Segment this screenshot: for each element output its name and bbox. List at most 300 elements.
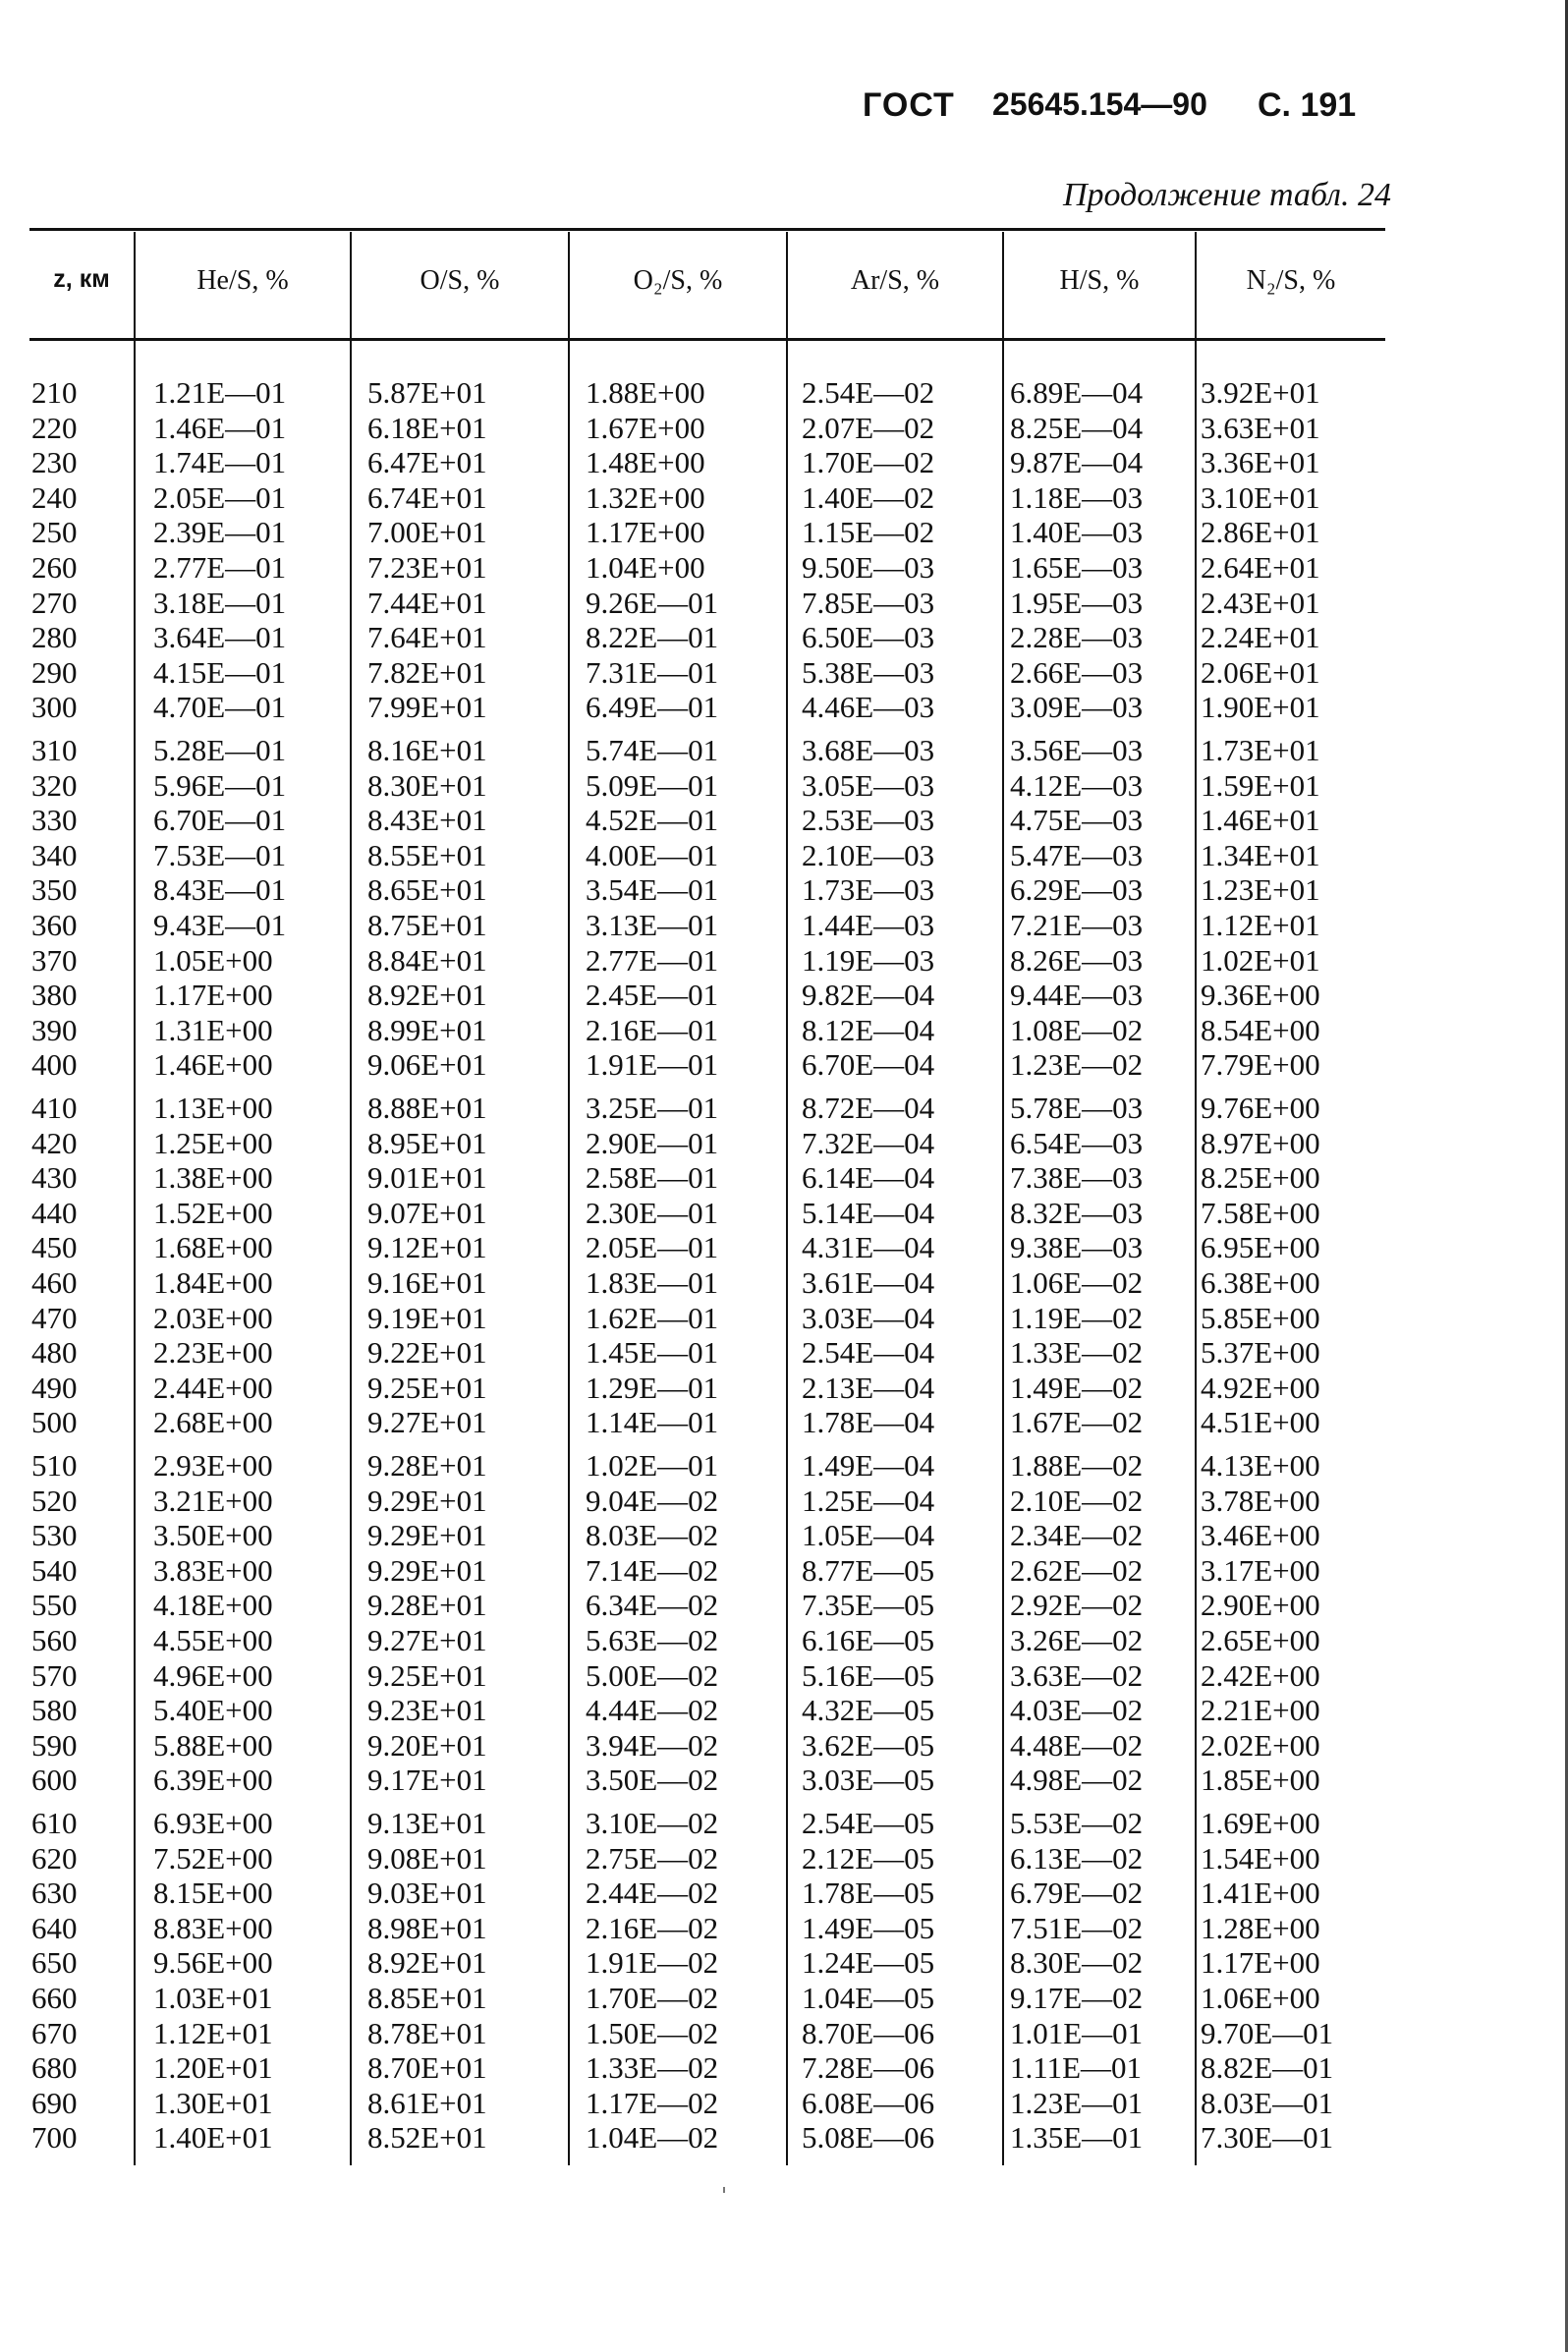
altitude-cell: 440 — [31, 1195, 78, 1230]
value-cell: 8.26E—03 — [1010, 942, 1144, 978]
table-row — [0, 1448, 1568, 1484]
value-cell: 9.04E—02 — [586, 1483, 719, 1518]
value-cell: 2.05E—01 — [153, 479, 287, 515]
value-cell: 3.50E+00 — [153, 1518, 273, 1553]
table-row — [0, 1230, 1568, 1265]
value-cell: 6.54E—03 — [1010, 1125, 1144, 1160]
value-cell: 3.62E—05 — [802, 1727, 935, 1763]
value-cell: 3.25E—01 — [586, 1091, 719, 1125]
value-cell: 3.54E—01 — [586, 872, 719, 908]
value-cell: 5.14E—04 — [802, 1195, 935, 1230]
column-header-o: O/S, % — [420, 265, 500, 296]
table-row — [0, 1013, 1568, 1048]
value-cell: 8.75E+01 — [367, 908, 487, 942]
value-cell: 1.70E—02 — [586, 1981, 719, 2015]
value-cell: 1.90E+01 — [1201, 690, 1320, 725]
value-cell: 1.83E—01 — [586, 1265, 719, 1300]
value-cell: 1.17E+00 — [153, 978, 273, 1013]
value-cell: 2.54E—02 — [802, 375, 935, 410]
value-cell: 8.16E+01 — [367, 733, 487, 767]
value-cell: 1.12E+01 — [153, 2015, 273, 2050]
table-row — [0, 1806, 1568, 1841]
page-header — [0, 86, 1568, 145]
value-cell: 9.25E+01 — [367, 1657, 487, 1693]
value-cell: 8.65E+01 — [367, 872, 487, 908]
value-cell: 1.23E+01 — [1201, 872, 1320, 908]
altitude-cell: 650 — [31, 1945, 78, 1981]
value-cell: 5.47E—03 — [1010, 837, 1144, 872]
value-cell: 3.63E+01 — [1201, 410, 1320, 445]
table-row — [0, 1693, 1568, 1728]
value-cell: 2.10E—03 — [802, 837, 935, 872]
value-cell: 9.12E+01 — [367, 1230, 487, 1265]
value-cell: 1.12E+01 — [1201, 908, 1320, 942]
value-cell: 1.46E+01 — [1201, 803, 1320, 838]
speck-mark — [723, 2187, 725, 2193]
value-cell: 8.97E+00 — [1201, 1125, 1320, 1160]
value-cell: 2.65E+00 — [1201, 1623, 1320, 1657]
value-cell: 1.25E—04 — [802, 1483, 935, 1518]
value-cell: 4.51E+00 — [1201, 1405, 1320, 1440]
value-cell: 1.04E—05 — [802, 1981, 935, 2015]
gost-label: ГОСТ — [863, 86, 955, 124]
value-cell: 8.15E+00 — [153, 1876, 273, 1911]
value-cell: 9.28E+01 — [367, 1448, 487, 1483]
value-cell: 2.64E+01 — [1201, 550, 1320, 585]
table-row — [0, 1047, 1568, 1083]
value-cell: 2.62E—02 — [1010, 1552, 1144, 1588]
value-cell: 1.04E+00 — [586, 550, 705, 585]
value-cell: 6.95E+00 — [1201, 1230, 1320, 1265]
altitude-cell: 330 — [31, 803, 78, 838]
column-header-he: He/S, % — [196, 265, 289, 296]
value-cell: 1.73E—03 — [802, 872, 935, 908]
value-cell: 1.02E—01 — [586, 1448, 719, 1483]
value-cell: 2.44E+00 — [153, 1370, 273, 1405]
value-cell: 7.32E—04 — [802, 1125, 935, 1160]
altitude-cell: 400 — [31, 1047, 78, 1083]
table-row — [0, 515, 1568, 550]
altitude-cell: 630 — [31, 1876, 78, 1911]
value-cell: 1.35E—01 — [1010, 2120, 1144, 2156]
value-cell: 7.14E—02 — [586, 1552, 719, 1588]
value-cell: 9.87E—04 — [1010, 445, 1144, 480]
value-cell: 8.92E+01 — [367, 978, 487, 1013]
value-cell: 2.21E+00 — [1201, 1693, 1320, 1728]
table-row — [0, 1728, 1568, 1764]
value-cell: 9.70E—01 — [1201, 2015, 1334, 2050]
value-cell: 9.03E+01 — [367, 1876, 487, 1911]
value-cell: 1.69E+00 — [1201, 1806, 1320, 1840]
value-cell: 5.87E+01 — [367, 375, 487, 410]
column-header-h: H/S, % — [1059, 265, 1140, 296]
table-row — [0, 2050, 1568, 2086]
value-cell: 1.40E—03 — [1010, 515, 1144, 550]
value-cell: 2.24E+01 — [1201, 620, 1320, 655]
value-cell: 2.02E+00 — [1201, 1727, 1320, 1763]
table-top-rule — [29, 228, 1385, 231]
altitude-cell: 320 — [31, 767, 78, 803]
table-row — [0, 978, 1568, 1013]
column-header-n2: N₂/S, % — [1246, 265, 1336, 296]
table-row — [0, 2016, 1568, 2051]
value-cell: 4.55E+00 — [153, 1623, 273, 1657]
value-cell: 2.77E—01 — [586, 942, 719, 978]
altitude-cell: 610 — [31, 1806, 78, 1840]
value-cell: 3.50E—02 — [586, 1763, 719, 1798]
value-cell: 7.64E+01 — [367, 620, 487, 655]
table-row — [0, 1623, 1568, 1658]
value-cell: 1.67E—02 — [1010, 1405, 1144, 1440]
value-cell: 7.00E+01 — [367, 515, 487, 550]
table-row — [0, 1301, 1568, 1336]
value-cell: 1.78E—05 — [802, 1876, 935, 1911]
value-cell: 3.78E+00 — [1201, 1483, 1320, 1518]
value-cell: 4.15E—01 — [153, 654, 287, 690]
altitude-cell: 560 — [31, 1623, 78, 1657]
value-cell: 4.18E+00 — [153, 1588, 273, 1623]
value-cell: 6.08E—06 — [802, 2085, 935, 2120]
value-cell: 5.09E—01 — [586, 767, 719, 803]
value-cell: 1.95E—03 — [1010, 585, 1144, 620]
value-cell: 2.44E—02 — [586, 1876, 719, 1911]
value-cell: 8.85E+01 — [367, 1981, 487, 2015]
table-row — [0, 1841, 1568, 1876]
value-cell: 1.19E—02 — [1010, 1300, 1144, 1335]
value-cell: 4.03E—02 — [1010, 1693, 1144, 1728]
value-cell: 6.70E—01 — [153, 803, 287, 838]
value-cell: 7.51E—02 — [1010, 1910, 1144, 1945]
value-cell: 1.19E—03 — [802, 942, 935, 978]
value-cell: 9.56E+00 — [153, 1945, 273, 1981]
table-row — [0, 943, 1568, 979]
value-cell: 6.79E—02 — [1010, 1876, 1144, 1911]
value-cell: 1.38E+00 — [153, 1160, 273, 1196]
value-cell: 2.30E—01 — [586, 1195, 719, 1230]
value-cell: 9.13E+01 — [367, 1806, 487, 1840]
table-row — [0, 1335, 1568, 1371]
value-cell: 6.89E—04 — [1010, 375, 1144, 410]
value-cell: 1.65E—03 — [1010, 550, 1144, 585]
value-cell: 3.61E—04 — [802, 1265, 935, 1300]
value-cell: 8.84E+01 — [367, 942, 487, 978]
table-row — [0, 690, 1568, 725]
value-cell: 1.05E—04 — [802, 1518, 935, 1553]
value-cell: 1.15E—02 — [802, 515, 935, 550]
altitude-cell: 700 — [31, 2120, 78, 2156]
value-cell: 1.50E—02 — [586, 2015, 719, 2050]
value-cell: 2.16E—01 — [586, 1012, 719, 1047]
value-cell: 3.68E—03 — [802, 733, 935, 767]
value-cell: 5.08E—06 — [802, 2120, 935, 2156]
value-cell: 3.26E—02 — [1010, 1623, 1144, 1657]
value-cell: 2.77E—01 — [153, 550, 287, 585]
value-cell: 2.23E+00 — [153, 1335, 273, 1371]
value-cell: 4.52E—01 — [586, 803, 719, 838]
altitude-cell: 550 — [31, 1588, 78, 1623]
altitude-cell: 360 — [31, 908, 78, 942]
value-cell: 2.16E—02 — [586, 1910, 719, 1945]
altitude-cell: 580 — [31, 1693, 78, 1728]
value-cell: 9.01E+01 — [367, 1160, 487, 1196]
table-row — [0, 1196, 1568, 1231]
value-cell: 8.25E—04 — [1010, 410, 1144, 445]
value-cell: 7.85E—03 — [802, 585, 935, 620]
value-cell: 7.38E—03 — [1010, 1160, 1144, 1196]
table-row — [0, 586, 1568, 621]
table-row — [0, 1405, 1568, 1440]
gost-number: 25645.154—90 — [992, 86, 1207, 122]
value-cell: 2.90E—01 — [586, 1125, 719, 1160]
table-row — [0, 1518, 1568, 1553]
value-cell: 5.40E+00 — [153, 1693, 273, 1728]
altitude-cell: 410 — [31, 1091, 78, 1125]
value-cell: 1.73E+01 — [1201, 733, 1320, 767]
value-cell: 3.18E—01 — [153, 585, 287, 620]
altitude-cell: 430 — [31, 1160, 78, 1196]
value-cell: 2.07E—02 — [802, 410, 935, 445]
value-cell: 8.77E—05 — [802, 1552, 935, 1588]
value-cell: 5.74E—01 — [586, 733, 719, 767]
value-cell: 9.22E+01 — [367, 1335, 487, 1371]
table-row — [0, 375, 1568, 411]
value-cell: 1.88E+00 — [586, 375, 705, 410]
value-cell: 1.23E—02 — [1010, 1047, 1144, 1083]
value-cell: 4.96E+00 — [153, 1657, 273, 1693]
value-cell: 8.43E+01 — [367, 803, 487, 838]
value-cell: 2.06E+01 — [1201, 654, 1320, 690]
value-cell: 9.38E—03 — [1010, 1230, 1144, 1265]
value-cell: 3.05E—03 — [802, 767, 935, 803]
value-cell: 7.99E+01 — [367, 690, 487, 725]
value-cell: 1.85E+00 — [1201, 1763, 1320, 1798]
value-cell: 5.00E—02 — [586, 1657, 719, 1693]
value-cell: 3.83E+00 — [153, 1552, 273, 1588]
table-row — [0, 411, 1568, 446]
value-cell: 4.75E—03 — [1010, 803, 1144, 838]
table-row — [0, 908, 1568, 943]
value-cell: 5.38E—03 — [802, 654, 935, 690]
value-cell: 8.99E+01 — [367, 1012, 487, 1047]
value-cell: 2.34E—02 — [1010, 1518, 1144, 1553]
value-cell: 7.44E+01 — [367, 585, 487, 620]
value-cell: 9.20E+01 — [367, 1727, 487, 1763]
value-cell: 2.05E—01 — [586, 1230, 719, 1265]
table-row — [0, 1876, 1568, 1911]
table-row — [0, 768, 1568, 804]
altitude-cell: 370 — [31, 942, 78, 978]
value-cell: 6.34E—02 — [586, 1588, 719, 1623]
value-cell: 3.03E—05 — [802, 1763, 935, 1798]
value-cell: 6.38E+00 — [1201, 1265, 1320, 1300]
value-cell: 9.16E+01 — [367, 1265, 487, 1300]
value-cell: 1.17E+00 — [1201, 1945, 1320, 1981]
altitude-cell: 280 — [31, 620, 78, 655]
value-cell: 6.18E+01 — [367, 410, 487, 445]
value-cell: 2.93E+00 — [153, 1448, 273, 1483]
value-cell: 9.28E+01 — [367, 1588, 487, 1623]
value-cell: 1.68E+00 — [153, 1230, 273, 1265]
value-cell: 1.40E+01 — [153, 2120, 273, 2156]
altitude-cell: 600 — [31, 1763, 78, 1798]
value-cell: 1.62E—01 — [586, 1300, 719, 1335]
value-cell: 9.27E+01 — [367, 1623, 487, 1657]
value-cell: 5.78E—03 — [1010, 1091, 1144, 1125]
value-cell: 1.88E—02 — [1010, 1448, 1144, 1483]
value-cell: 4.48E—02 — [1010, 1727, 1144, 1763]
value-cell: 8.22E—01 — [586, 620, 719, 655]
value-cell: 1.14E—01 — [586, 1405, 719, 1440]
value-cell: 9.43E—01 — [153, 908, 287, 942]
table-row — [0, 2120, 1568, 2156]
value-cell: 1.46E+00 — [153, 1047, 273, 1083]
table-row — [0, 1981, 1568, 2016]
value-cell: 1.05E+00 — [153, 942, 273, 978]
value-cell: 1.20E+01 — [153, 2050, 273, 2086]
value-cell: 1.46E—01 — [153, 410, 287, 445]
altitude-cell: 510 — [31, 1448, 78, 1483]
value-cell: 9.19E+01 — [367, 1300, 487, 1335]
value-cell: 4.98E—02 — [1010, 1763, 1144, 1798]
value-cell: 8.03E—02 — [586, 1518, 719, 1553]
value-cell: 1.04E—02 — [586, 2120, 719, 2156]
value-cell: 1.34E+01 — [1201, 837, 1320, 872]
table-row — [0, 480, 1568, 516]
altitude-cell: 390 — [31, 1012, 78, 1047]
value-cell: 2.13E—04 — [802, 1370, 935, 1405]
value-cell: 7.79E+00 — [1201, 1047, 1320, 1083]
value-cell: 8.82E—01 — [1201, 2050, 1334, 2086]
value-cell: 8.32E—03 — [1010, 1195, 1144, 1230]
value-cell: 2.75E—02 — [586, 1840, 719, 1876]
value-cell: 1.48E+00 — [586, 445, 705, 480]
value-cell: 6.93E+00 — [153, 1806, 273, 1840]
table-row — [0, 838, 1568, 873]
altitude-cell: 420 — [31, 1125, 78, 1160]
altitude-cell: 380 — [31, 978, 78, 1013]
altitude-cell: 530 — [31, 1518, 78, 1553]
value-cell: 1.33E—02 — [586, 2050, 719, 2086]
value-cell: 8.70E+01 — [367, 2050, 487, 2086]
table-header-rule — [29, 338, 1385, 341]
value-cell: 2.90E+00 — [1201, 1588, 1320, 1623]
altitude-cell: 220 — [31, 410, 78, 445]
value-cell: 3.03E—04 — [802, 1300, 935, 1335]
table-row — [0, 1265, 1568, 1301]
value-cell: 8.72E—04 — [802, 1091, 935, 1125]
altitude-cell: 690 — [31, 2085, 78, 2120]
altitude-cell: 450 — [31, 1230, 78, 1265]
altitude-cell: 310 — [31, 733, 78, 767]
value-cell: 1.02E+01 — [1201, 942, 1320, 978]
table-row — [0, 1763, 1568, 1798]
value-cell: 1.18E—03 — [1010, 479, 1144, 515]
table-row — [0, 1484, 1568, 1519]
value-cell: 1.54E+00 — [1201, 1840, 1320, 1876]
value-cell: 3.64E—01 — [153, 620, 287, 655]
value-cell: 1.32E+00 — [586, 479, 705, 515]
value-cell: 7.28E—06 — [802, 2050, 935, 2086]
value-cell: 1.17E—02 — [586, 2085, 719, 2120]
value-cell: 1.49E—02 — [1010, 1370, 1144, 1405]
table-row — [0, 1945, 1568, 1981]
value-cell: 4.13E+00 — [1201, 1448, 1320, 1483]
altitude-cell: 460 — [31, 1265, 78, 1300]
value-cell: 5.63E—02 — [586, 1623, 719, 1657]
altitude-cell: 540 — [31, 1552, 78, 1588]
value-cell: 9.50E—03 — [802, 550, 935, 585]
value-cell: 6.13E—02 — [1010, 1840, 1144, 1876]
value-cell: 6.14E—04 — [802, 1160, 935, 1196]
value-cell: 8.03E—01 — [1201, 2085, 1334, 2120]
table-row — [0, 1911, 1568, 1946]
value-cell: 5.53E—02 — [1010, 1806, 1144, 1840]
value-cell: 4.44E—02 — [586, 1693, 719, 1728]
value-cell: 6.70E—04 — [802, 1047, 935, 1083]
value-cell: 1.33E—02 — [1010, 1335, 1144, 1371]
value-cell: 1.78E—04 — [802, 1405, 935, 1440]
value-cell: 2.42E+00 — [1201, 1657, 1320, 1693]
value-cell: 1.13E+00 — [153, 1091, 273, 1125]
value-cell: 3.92E+01 — [1201, 375, 1320, 410]
altitude-cell: 590 — [31, 1727, 78, 1763]
value-cell: 8.61E+01 — [367, 2085, 487, 2120]
value-cell: 1.01E—01 — [1010, 2015, 1144, 2050]
value-cell: 8.98E+01 — [367, 1910, 487, 1945]
value-cell: 3.56E—03 — [1010, 733, 1144, 767]
value-cell: 1.40E—02 — [802, 479, 935, 515]
column-header-ar: Ar/S, % — [850, 265, 940, 296]
value-cell: 6.74E+01 — [367, 479, 487, 515]
value-cell: 1.30E+01 — [153, 2085, 273, 2120]
value-cell: 9.36E+00 — [1201, 978, 1320, 1013]
table-row — [0, 1588, 1568, 1623]
value-cell: 7.52E+00 — [153, 1840, 273, 1876]
value-cell: 1.29E—01 — [586, 1370, 719, 1405]
value-cell: 1.74E—01 — [153, 445, 287, 480]
altitude-cell: 570 — [31, 1657, 78, 1693]
value-cell: 1.91E—02 — [586, 1945, 719, 1981]
value-cell: 8.78E+01 — [367, 2015, 487, 2050]
value-cell: 5.37E+00 — [1201, 1335, 1320, 1371]
value-cell: 9.06E+01 — [367, 1047, 487, 1083]
table-row — [0, 733, 1568, 768]
table-continuation-caption: Продолжение табл. 24 — [1062, 177, 1391, 213]
altitude-cell: 250 — [31, 515, 78, 550]
value-cell: 1.52E+00 — [153, 1195, 273, 1230]
value-cell: 9.29E+01 — [367, 1483, 487, 1518]
value-cell: 1.70E—02 — [802, 445, 935, 480]
value-cell: 2.28E—03 — [1010, 620, 1144, 655]
value-cell: 4.92E+00 — [1201, 1370, 1320, 1405]
value-cell: 9.27E+01 — [367, 1405, 487, 1440]
value-cell: 5.96E—01 — [153, 767, 287, 803]
table-row — [0, 655, 1568, 691]
value-cell: 9.23E+01 — [367, 1693, 487, 1728]
value-cell: 1.31E+00 — [153, 1012, 273, 1047]
value-cell: 7.31E—01 — [586, 654, 719, 690]
value-cell: 6.39E+00 — [153, 1763, 273, 1798]
table-row — [0, 1658, 1568, 1694]
value-cell: 9.29E+01 — [367, 1552, 487, 1588]
value-cell: 1.23E—01 — [1010, 2085, 1144, 2120]
value-cell: 1.08E—02 — [1010, 1012, 1144, 1047]
altitude-cell: 270 — [31, 585, 78, 620]
value-cell: 7.82E+01 — [367, 654, 487, 690]
value-cell: 2.68E+00 — [153, 1405, 273, 1440]
value-cell: 6.29E—03 — [1010, 872, 1144, 908]
altitude-cell: 680 — [31, 2050, 78, 2086]
